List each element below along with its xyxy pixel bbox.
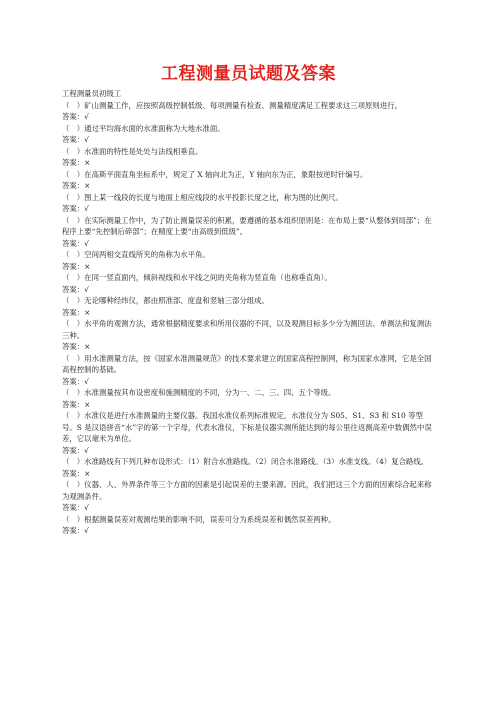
document-body [62, 88, 435, 537]
question-text: （ ）用水准测量方法，按《国家水准测量规范》的技术要求建立的国家高程控制网，称为国家水准网，它是全国高程控制的基础。 [62, 353, 432, 374]
answer-text: 答案：√ [62, 112, 89, 121]
question-text: （ ）图上某一线段的长度与地面上相应线段的水平投影长度之比，称为图的比例尺。 [62, 192, 343, 202]
question-text: （ ）水准路线有下列几种布设形式：（1）附合水准路线。（2）闭合水准路线。（3）水准支线。（4）复合路线。 [62, 457, 429, 466]
answer-text: 答案：√ [62, 445, 89, 455]
question-text: （ ）空间两相交直线所夹的角称为水平角。 [62, 250, 210, 259]
page-title: 工程测量员试题及答案 [161, 64, 336, 84]
answer-text: 答案：√ [62, 376, 89, 386]
question-text: （ ）水准仪是进行水准测量的主要仪器。我国水准仪系列标准规定，水准仪分为 S05、S1、S3 和 S10 等型号。S 是汉语拼音“水”字的第一个字母，代表水准仪，下标是仪器实测所能达到的每公里往返测高差中数偶然中误差，它以毫米为单位。 [62, 411, 432, 443]
answer-text: 答案：× [62, 342, 91, 351]
answer-text: 答案：× [62, 399, 91, 409]
question-text: （ ）水准测量按其布设密度和施测精度的不同，分为一、二、三、四、五个等级。 [62, 388, 336, 397]
answer-text: 答案：× [62, 468, 91, 478]
question-text: （ ）在实际测量工作中，为了防止测量误差的积累，要遵循的基本组织原则是：在布局上要“从整体到局部”；在程序上要“先控制后碎部”；在精度上要“由高级到低级”。 [62, 215, 432, 236]
question-text: （ ）根据测量误差对观测结果的影响不同，误差可分为系统误差和偶然误差两种。 [62, 514, 336, 524]
section-heading: 工程测量员初级工 [62, 89, 122, 98]
answer-text: 答案：√ [62, 238, 89, 248]
answer-text: 答案：× [62, 181, 91, 190]
answer-text: 答案：√ [62, 503, 89, 512]
answer-text: 答案：√ [62, 204, 89, 213]
question-text: （ ）在同一竖直面内，倾斜视线和水平线之间的夹角称为竖直角（也称垂直角）。 [62, 273, 332, 282]
answer-text: 答案：× [62, 307, 91, 317]
question-text: （ ）仪器、人、外界条件等三个方面的因素是引起误差的主要来源。因此，我们把这三个方面的因素综合起来称为观测条件。 [62, 480, 432, 501]
question-text: （ ）在高斯平面直角坐标系中，规定了 X 轴向北为正，Y 轴向东为正，象限按逆时针编号。 [62, 169, 368, 179]
answer-text: 答案：√ [62, 284, 89, 294]
answer-text: 答案：√ [62, 526, 89, 535]
answer-text: 答案：× [62, 261, 91, 271]
question-text: （ ）水平角的观测方法，通常根据精度要求和所用仪器的不同，以及观测目标多少分为测回法、单测法和复测法三种。 [62, 319, 432, 340]
question-text: （ ）通过平均海水面的水准面称为大地水准面。 [62, 123, 225, 133]
answer-text: 答案：√ [62, 135, 89, 144]
question-text: （ ）无论哪种经纬仪，都由照准部、度盘和竖轴三部分组成。 [62, 296, 269, 305]
answer-text: 答案：× [62, 158, 91, 167]
question-text: （ ）水准面的特性是处处与法线相垂直。 [62, 146, 203, 156]
question-text: （ ）矿山测量工作，应按照高级控制低级、每项测量有检查、测量精度满足工程要求这三项原则进行。 [62, 100, 402, 110]
